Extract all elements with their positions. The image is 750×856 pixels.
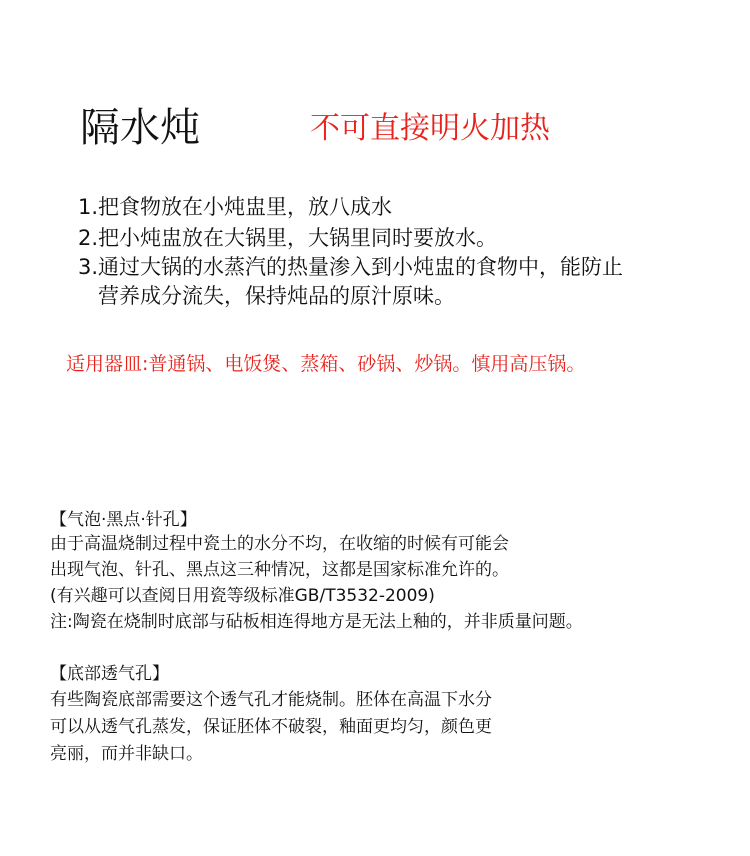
paragraph-line: 可以从透气孔蒸发，保证胚体不破裂，釉面更均匀，颜色更 <box>50 717 492 737</box>
paragraph-line: 有些陶瓷底部需要这个透气孔才能烧制。胚体在高温下水分 <box>50 690 492 710</box>
paragraph-line: 出现气泡、针孔、黑点这三种情况，这都是国家标准允许的。 <box>50 560 509 580</box>
warning-title: 不可直接明火加热 <box>310 111 550 146</box>
step-item: 2.把小炖盅放在大锅里，大锅里同时要放水。 <box>78 226 498 250</box>
step-item: 3.通过大锅的水蒸汽的热量渗入到小炖盅的食物中，能防止 <box>78 255 624 279</box>
section-heading: 【底部透气孔】 <box>50 664 169 684</box>
page-title: 隔水炖 <box>80 105 200 151</box>
usage-note: 适用器皿:普通锅、电饭煲、蒸箱、砂锅、炒锅。慎用高压锅。 <box>66 353 586 375</box>
step-item: 营养成分流失，保持炖品的原汁原味。 <box>98 284 455 308</box>
paragraph-line: 由于高温烧制过程中瓷土的水分不均，在收缩的时候有可能会 <box>50 534 509 554</box>
paragraph-line: 亮丽，而并非缺口。 <box>50 744 203 764</box>
paragraph-line: (有兴趣可以查阅日用瓷等级标准GB/T3532-2009) <box>50 586 435 606</box>
section-heading: 【气泡·黑点·针孔】 <box>50 510 197 530</box>
step-item: 1.把食物放在小炖盅里，放八成水 <box>78 195 393 219</box>
paragraph-line: 注:陶瓷在烧制时底部与砧板相连得地方是无法上釉的，并非质量问题。 <box>50 612 583 632</box>
